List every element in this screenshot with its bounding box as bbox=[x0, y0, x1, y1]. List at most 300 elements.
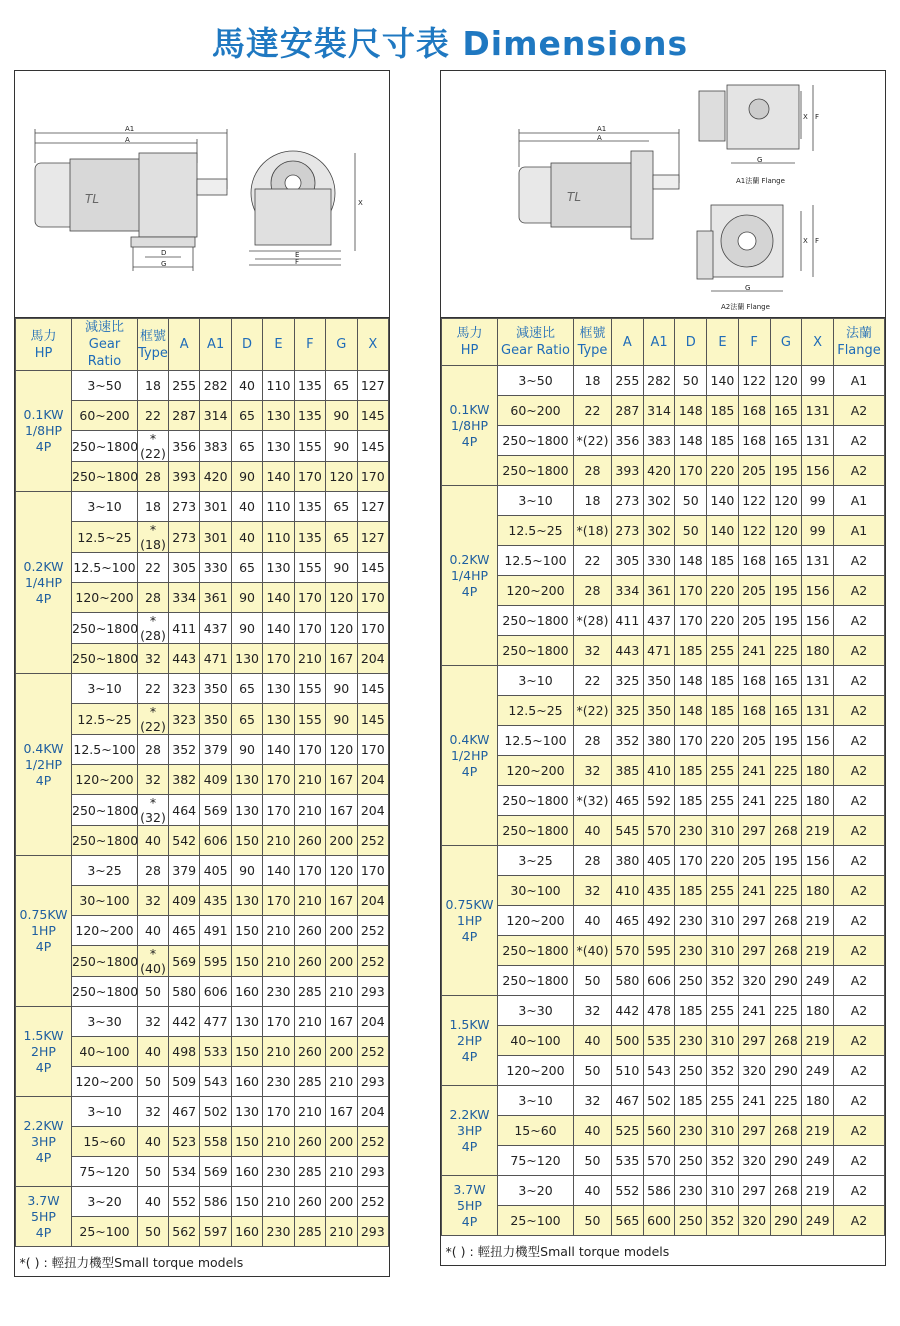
table-cell: 32 bbox=[138, 1007, 169, 1037]
horsepower-cell bbox=[442, 1086, 498, 1176]
table-cell: 220 bbox=[707, 456, 739, 486]
table-cell: 282 bbox=[200, 371, 231, 401]
table-row bbox=[16, 492, 389, 522]
table-cell: 32 bbox=[574, 756, 612, 786]
horsepower-cell bbox=[442, 666, 498, 846]
column-header-zh: 減速比 bbox=[515, 326, 555, 341]
flange-mount-drawing bbox=[441, 71, 885, 318]
table-cell: 305 bbox=[612, 546, 644, 576]
table-cell: 498 bbox=[169, 1037, 200, 1067]
table-cell: 165 bbox=[770, 546, 802, 576]
table-cell: 3~50 bbox=[498, 366, 574, 396]
table-cell: 297 bbox=[738, 936, 770, 966]
table-cell: 50 bbox=[574, 1206, 612, 1236]
table-cell: 255 bbox=[707, 1086, 739, 1116]
table-cell: 185 bbox=[675, 786, 707, 816]
table-cell: 525 bbox=[612, 1116, 644, 1146]
table-cell: 156 bbox=[802, 606, 834, 636]
table-cell: 205 bbox=[738, 606, 770, 636]
table-cell: 120~200 bbox=[498, 1056, 574, 1086]
table-cell: 170 bbox=[675, 576, 707, 606]
table-cell: 167 bbox=[326, 1007, 357, 1037]
table-cell: 120 bbox=[770, 366, 802, 396]
table-cell: 167 bbox=[326, 1097, 357, 1127]
table-cell: 310 bbox=[707, 816, 739, 846]
table-cell: 586 bbox=[200, 1187, 231, 1217]
table-cell: 90 bbox=[326, 431, 357, 462]
table-cell: 285 bbox=[294, 1067, 325, 1097]
dim-e-label: E bbox=[295, 251, 300, 259]
table-row bbox=[442, 516, 885, 546]
table-cell: 3~50 bbox=[72, 371, 138, 401]
table-cell: 180 bbox=[802, 636, 834, 666]
table-cell: 250 bbox=[675, 966, 707, 996]
table-cell: 225 bbox=[770, 786, 802, 816]
table-cell: 285 bbox=[294, 977, 325, 1007]
table-cell: 297 bbox=[738, 816, 770, 846]
foot-mount-dimension-table bbox=[15, 318, 389, 1276]
table-row bbox=[442, 666, 885, 696]
foot-mount-motor-diagram bbox=[15, 71, 389, 317]
column-header-en: HP bbox=[460, 343, 479, 358]
table-cell: A2 bbox=[834, 636, 885, 666]
table-cell: 250~1800 bbox=[72, 826, 138, 856]
horsepower-line: 1/2HP bbox=[24, 756, 63, 772]
table-cell: 150 bbox=[231, 916, 262, 946]
table-cell: 120~200 bbox=[72, 916, 138, 946]
table-cell: 170 bbox=[675, 846, 707, 876]
table-cell: 255 bbox=[707, 636, 739, 666]
horsepower-cell bbox=[16, 1187, 72, 1247]
horsepower-line: 1HP bbox=[457, 912, 482, 928]
table-cell: 130 bbox=[263, 674, 294, 704]
table-cell: 40 bbox=[574, 1176, 612, 1206]
table-cell: 320 bbox=[738, 1056, 770, 1086]
table-cell: 250~1800 bbox=[498, 816, 574, 846]
table-cell: 40 bbox=[231, 371, 262, 401]
table-row bbox=[442, 576, 885, 606]
table-cell: 50 bbox=[138, 977, 169, 1007]
table-cell: 225 bbox=[770, 636, 802, 666]
table-cell: *(22) bbox=[138, 431, 169, 462]
table-cell: 130 bbox=[263, 431, 294, 462]
table-cell: 40 bbox=[138, 1187, 169, 1217]
note-row bbox=[16, 1247, 389, 1277]
table-cell: 170 bbox=[675, 606, 707, 636]
table-cell: 241 bbox=[738, 876, 770, 906]
table-cell: 580 bbox=[612, 966, 644, 996]
column-header bbox=[200, 319, 231, 371]
column-header bbox=[138, 319, 169, 371]
table-cell: 50 bbox=[138, 1217, 169, 1247]
table-cell: 40 bbox=[138, 1037, 169, 1067]
table-cell: 148 bbox=[675, 546, 707, 576]
horsepower-line: 2.2KW bbox=[449, 1106, 490, 1122]
table-cell: 130 bbox=[231, 765, 262, 795]
table-cell: 40 bbox=[231, 492, 262, 522]
table-cell: 250~1800 bbox=[72, 946, 138, 977]
column-header bbox=[231, 319, 262, 371]
table-cell: 535 bbox=[643, 1026, 675, 1056]
table-row bbox=[16, 1187, 389, 1217]
horsepower-line: 4P bbox=[35, 590, 52, 606]
table-cell: 99 bbox=[802, 516, 834, 546]
table-cell: 558 bbox=[200, 1127, 231, 1157]
table-cell: 50 bbox=[138, 1157, 169, 1187]
table-cell: 168 bbox=[738, 426, 770, 456]
table-cell: 150 bbox=[231, 1037, 262, 1067]
table-cell: 3~10 bbox=[498, 1086, 574, 1116]
table-cell: 65 bbox=[231, 553, 262, 583]
table-cell: 3~10 bbox=[72, 674, 138, 704]
table-cell: 180 bbox=[802, 876, 834, 906]
table-cell: A2 bbox=[834, 1026, 885, 1056]
table-cell: 28 bbox=[138, 856, 169, 886]
table-cell: 170 bbox=[294, 462, 325, 492]
table-cell: 534 bbox=[169, 1157, 200, 1187]
table-row bbox=[16, 1217, 389, 1247]
table-cell: 420 bbox=[200, 462, 231, 492]
column-header-en: Flange bbox=[837, 343, 881, 358]
table-cell: 210 bbox=[294, 1097, 325, 1127]
table-cell: 65 bbox=[231, 704, 262, 735]
table-cell: 491 bbox=[200, 916, 231, 946]
table-cell: 562 bbox=[169, 1217, 200, 1247]
table-cell: 241 bbox=[738, 996, 770, 1026]
column-header bbox=[72, 319, 138, 371]
table-cell: 287 bbox=[612, 396, 644, 426]
table-cell: 168 bbox=[738, 546, 770, 576]
column-header-zh: 馬力 bbox=[30, 328, 57, 344]
table-cell: 40 bbox=[574, 906, 612, 936]
table-cell: 120 bbox=[770, 486, 802, 516]
table-cell: 250~1800 bbox=[498, 936, 574, 966]
table-cell: 250~1800 bbox=[498, 786, 574, 816]
table-cell: 120~200 bbox=[498, 906, 574, 936]
horsepower-line: 0.4KW bbox=[449, 731, 490, 747]
table-cell: A2 bbox=[834, 1116, 885, 1146]
table-cell: 320 bbox=[738, 1146, 770, 1176]
table-cell: 200 bbox=[326, 1127, 357, 1157]
table-cell: 65 bbox=[231, 431, 262, 462]
column-header-en: A1 bbox=[650, 334, 668, 350]
table-cell: 297 bbox=[738, 1116, 770, 1146]
table-cell: 156 bbox=[802, 726, 834, 756]
table-cell: 170 bbox=[263, 644, 294, 674]
table-cell: 230 bbox=[263, 1217, 294, 1247]
table-cell: 3~25 bbox=[72, 856, 138, 886]
table-cell: 260 bbox=[294, 826, 325, 856]
table-cell: 310 bbox=[707, 936, 739, 966]
svg-text:TL: TL bbox=[567, 190, 582, 204]
table-cell: 385 bbox=[612, 756, 644, 786]
table-cell: 22 bbox=[574, 546, 612, 576]
table-row bbox=[16, 431, 389, 462]
table-cell: 12.5~25 bbox=[72, 704, 138, 735]
table-cell: 443 bbox=[169, 644, 200, 674]
table-cell: 170 bbox=[263, 1097, 294, 1127]
table-cell: 185 bbox=[707, 696, 739, 726]
table-cell: 210 bbox=[326, 1067, 357, 1097]
table-row bbox=[442, 846, 885, 876]
table-cell: 185 bbox=[707, 546, 739, 576]
table-cell: 120 bbox=[326, 583, 357, 613]
table-cell: 40 bbox=[574, 1026, 612, 1056]
table-cell: 352 bbox=[169, 735, 200, 765]
table-cell: 330 bbox=[200, 553, 231, 583]
table-cell: 50 bbox=[675, 516, 707, 546]
table-row bbox=[16, 977, 389, 1007]
table-cell: 314 bbox=[200, 401, 231, 431]
table-cell: 155 bbox=[294, 674, 325, 704]
horsepower-cell bbox=[16, 856, 72, 1007]
table-cell: 502 bbox=[200, 1097, 231, 1127]
table-cell: 569 bbox=[200, 795, 231, 826]
table-cell: 252 bbox=[357, 946, 388, 977]
horsepower-line: 1.5KW bbox=[449, 1016, 490, 1032]
table-cell: 545 bbox=[612, 816, 644, 846]
table-cell: 99 bbox=[802, 366, 834, 396]
table-cell: 155 bbox=[294, 431, 325, 462]
table-cell: 393 bbox=[169, 462, 200, 492]
column-header bbox=[498, 319, 574, 366]
column-header bbox=[643, 319, 675, 366]
table-cell: 120 bbox=[326, 462, 357, 492]
table-cell: 356 bbox=[612, 426, 644, 456]
table-cell: 241 bbox=[738, 636, 770, 666]
table-cell: 210 bbox=[294, 644, 325, 674]
table-cell: 230 bbox=[263, 977, 294, 1007]
horsepower-cell bbox=[16, 1007, 72, 1097]
table-cell: 204 bbox=[357, 1097, 388, 1127]
table-cell: 130 bbox=[231, 886, 262, 916]
table-cell: 210 bbox=[294, 1007, 325, 1037]
table-cell: 185 bbox=[707, 666, 739, 696]
table-cell: 323 bbox=[169, 704, 200, 735]
table-cell: 22 bbox=[138, 553, 169, 583]
table-cell: 3~30 bbox=[72, 1007, 138, 1037]
column-header bbox=[263, 319, 294, 371]
table-cell: A2 bbox=[834, 456, 885, 486]
table-cell: 325 bbox=[612, 696, 644, 726]
table-cell: 442 bbox=[169, 1007, 200, 1037]
table-cell: 3~20 bbox=[72, 1187, 138, 1217]
table-cell: 285 bbox=[294, 1157, 325, 1187]
table-cell: 210 bbox=[263, 946, 294, 977]
table-cell: 250~1800 bbox=[498, 966, 574, 996]
table-cell: 185 bbox=[675, 996, 707, 1026]
table-row bbox=[16, 735, 389, 765]
table-cell: 12.5~25 bbox=[498, 696, 574, 726]
table-cell: 290 bbox=[770, 1206, 802, 1236]
table-cell: 471 bbox=[200, 644, 231, 674]
table-cell: 352 bbox=[707, 1056, 739, 1086]
table-cell: 75~120 bbox=[498, 1146, 574, 1176]
table-row bbox=[442, 996, 885, 1026]
table-cell: 28 bbox=[574, 726, 612, 756]
column-header-en: E bbox=[274, 337, 283, 352]
table-cell: 40~100 bbox=[498, 1026, 574, 1056]
table-cell: 409 bbox=[169, 886, 200, 916]
table-cell: 90 bbox=[326, 553, 357, 583]
table-cell: 50 bbox=[574, 966, 612, 996]
table-cell: 170 bbox=[294, 856, 325, 886]
table-cell: 382 bbox=[169, 765, 200, 795]
table-cell: 443 bbox=[612, 636, 644, 666]
table-row bbox=[442, 1176, 885, 1206]
table-row bbox=[442, 606, 885, 636]
table-cell: 305 bbox=[169, 553, 200, 583]
table-cell: 293 bbox=[357, 1157, 388, 1187]
table-cell: *(28) bbox=[138, 613, 169, 644]
table-cell: 120~200 bbox=[72, 1067, 138, 1097]
column-header-zh: 法蘭 bbox=[845, 326, 872, 341]
table-cell: 50 bbox=[574, 1056, 612, 1086]
table-row bbox=[442, 786, 885, 816]
table-row bbox=[16, 1157, 389, 1187]
table-cell: 167 bbox=[326, 765, 357, 795]
column-header bbox=[326, 319, 357, 371]
horsepower-line: 0.4KW bbox=[23, 740, 64, 756]
table-cell: 273 bbox=[169, 492, 200, 522]
table-cell: 410 bbox=[612, 876, 644, 906]
table-cell: 160 bbox=[231, 1067, 262, 1097]
table-cell: 40 bbox=[138, 1127, 169, 1157]
table-cell: 255 bbox=[612, 366, 644, 396]
table-cell: 145 bbox=[357, 553, 388, 583]
table-cell: 130 bbox=[231, 644, 262, 674]
table-row bbox=[442, 456, 885, 486]
dim-g-label: G bbox=[161, 260, 167, 268]
table-cell: 297 bbox=[738, 1176, 770, 1206]
table-cell: 12.5~25 bbox=[498, 516, 574, 546]
horsepower-line: 5HP bbox=[31, 1208, 56, 1224]
table-cell: 379 bbox=[200, 735, 231, 765]
horsepower-cell bbox=[442, 996, 498, 1086]
table-cell: 437 bbox=[643, 606, 675, 636]
table-cell: 165 bbox=[770, 426, 802, 456]
table-cell: 127 bbox=[357, 522, 388, 553]
horsepower-cell bbox=[442, 366, 498, 486]
table-cell: 50 bbox=[675, 486, 707, 516]
flange-mount-dimension-table bbox=[441, 318, 885, 1265]
table-cell: 250 bbox=[675, 1056, 707, 1086]
table-cell: 32 bbox=[574, 1086, 612, 1116]
table-cell: 405 bbox=[643, 846, 675, 876]
table-cell: *(28) bbox=[574, 606, 612, 636]
column-header-zh: 減速比 bbox=[84, 320, 124, 335]
table-cell: 210 bbox=[294, 795, 325, 826]
horsepower-line: 4P bbox=[461, 433, 478, 449]
table-row bbox=[442, 726, 885, 756]
table-cell: 379 bbox=[169, 856, 200, 886]
table-cell: 467 bbox=[612, 1086, 644, 1116]
table-cell: A2 bbox=[834, 876, 885, 906]
table-cell: 597 bbox=[200, 1217, 231, 1247]
table-cell: 323 bbox=[169, 674, 200, 704]
table-row bbox=[442, 1146, 885, 1176]
horsepower-line: 1/8HP bbox=[450, 417, 489, 433]
column-header bbox=[169, 319, 200, 371]
table-cell: 130 bbox=[231, 1007, 262, 1037]
table-cell: 600 bbox=[643, 1206, 675, 1236]
table-cell: 250~1800 bbox=[72, 462, 138, 492]
table-cell: 268 bbox=[770, 816, 802, 846]
horsepower-line: 3.7W bbox=[27, 1192, 60, 1208]
table-cell: 220 bbox=[707, 726, 739, 756]
table-row bbox=[442, 876, 885, 906]
table-cell: 32 bbox=[574, 996, 612, 1026]
table-cell: 535 bbox=[612, 1146, 644, 1176]
table-row bbox=[16, 795, 389, 826]
table-cell: 204 bbox=[357, 1007, 388, 1037]
table-cell: A2 bbox=[834, 576, 885, 606]
table-cell: 255 bbox=[707, 996, 739, 1026]
table-cell: 465 bbox=[169, 916, 200, 946]
table-cell: 40 bbox=[138, 916, 169, 946]
table-cell: 131 bbox=[802, 396, 834, 426]
column-header bbox=[612, 319, 644, 366]
table-cell: 130 bbox=[263, 553, 294, 583]
table-cell: 40 bbox=[574, 816, 612, 846]
table-cell: 200 bbox=[326, 826, 357, 856]
table-cell: A2 bbox=[834, 1086, 885, 1116]
table-cell: A2 bbox=[834, 606, 885, 636]
column-header-zh: 框號 bbox=[579, 326, 606, 341]
table-cell: 200 bbox=[326, 916, 357, 946]
table-cell: 165 bbox=[770, 396, 802, 426]
table-cell: *(18) bbox=[138, 522, 169, 553]
table-cell: 140 bbox=[263, 856, 294, 886]
table-row bbox=[442, 1206, 885, 1236]
table-cell: 334 bbox=[612, 576, 644, 606]
table-cell: 500 bbox=[612, 1026, 644, 1056]
table-cell: 350 bbox=[200, 674, 231, 704]
footnote: *( ) : 輕扭力機型Small torque models bbox=[442, 1236, 885, 1266]
table-cell: 533 bbox=[200, 1037, 231, 1067]
table-cell: 185 bbox=[675, 1086, 707, 1116]
table-cell: 411 bbox=[169, 613, 200, 644]
table-cell: 170 bbox=[675, 456, 707, 486]
table-cell: 90 bbox=[326, 674, 357, 704]
table-cell: 120~200 bbox=[72, 765, 138, 795]
table-cell: A1 bbox=[834, 366, 885, 396]
table-cell: 380 bbox=[643, 726, 675, 756]
table-cell: 32 bbox=[138, 1097, 169, 1127]
horsepower-line: 3.7W bbox=[453, 1181, 486, 1197]
table-row bbox=[442, 1086, 885, 1116]
table-cell: 195 bbox=[770, 576, 802, 606]
table-cell: *(40) bbox=[138, 946, 169, 977]
table-cell: 140 bbox=[263, 735, 294, 765]
table-cell: 122 bbox=[738, 486, 770, 516]
table-cell: *(22) bbox=[574, 426, 612, 456]
table-cell: 180 bbox=[802, 996, 834, 1026]
table-cell: 156 bbox=[802, 456, 834, 486]
table-cell: 241 bbox=[738, 756, 770, 786]
table-cell: 273 bbox=[169, 522, 200, 553]
table-cell: 255 bbox=[707, 756, 739, 786]
table-cell: 15~60 bbox=[72, 1127, 138, 1157]
table-cell: 145 bbox=[357, 674, 388, 704]
table-cell: 569 bbox=[200, 1157, 231, 1187]
table-cell: 250 bbox=[675, 1206, 707, 1236]
table-cell: 200 bbox=[326, 1037, 357, 1067]
dim-x-label-a1: X bbox=[803, 113, 808, 121]
column-header bbox=[738, 319, 770, 366]
table-cell: 302 bbox=[643, 486, 675, 516]
table-cell: 510 bbox=[612, 1056, 644, 1086]
